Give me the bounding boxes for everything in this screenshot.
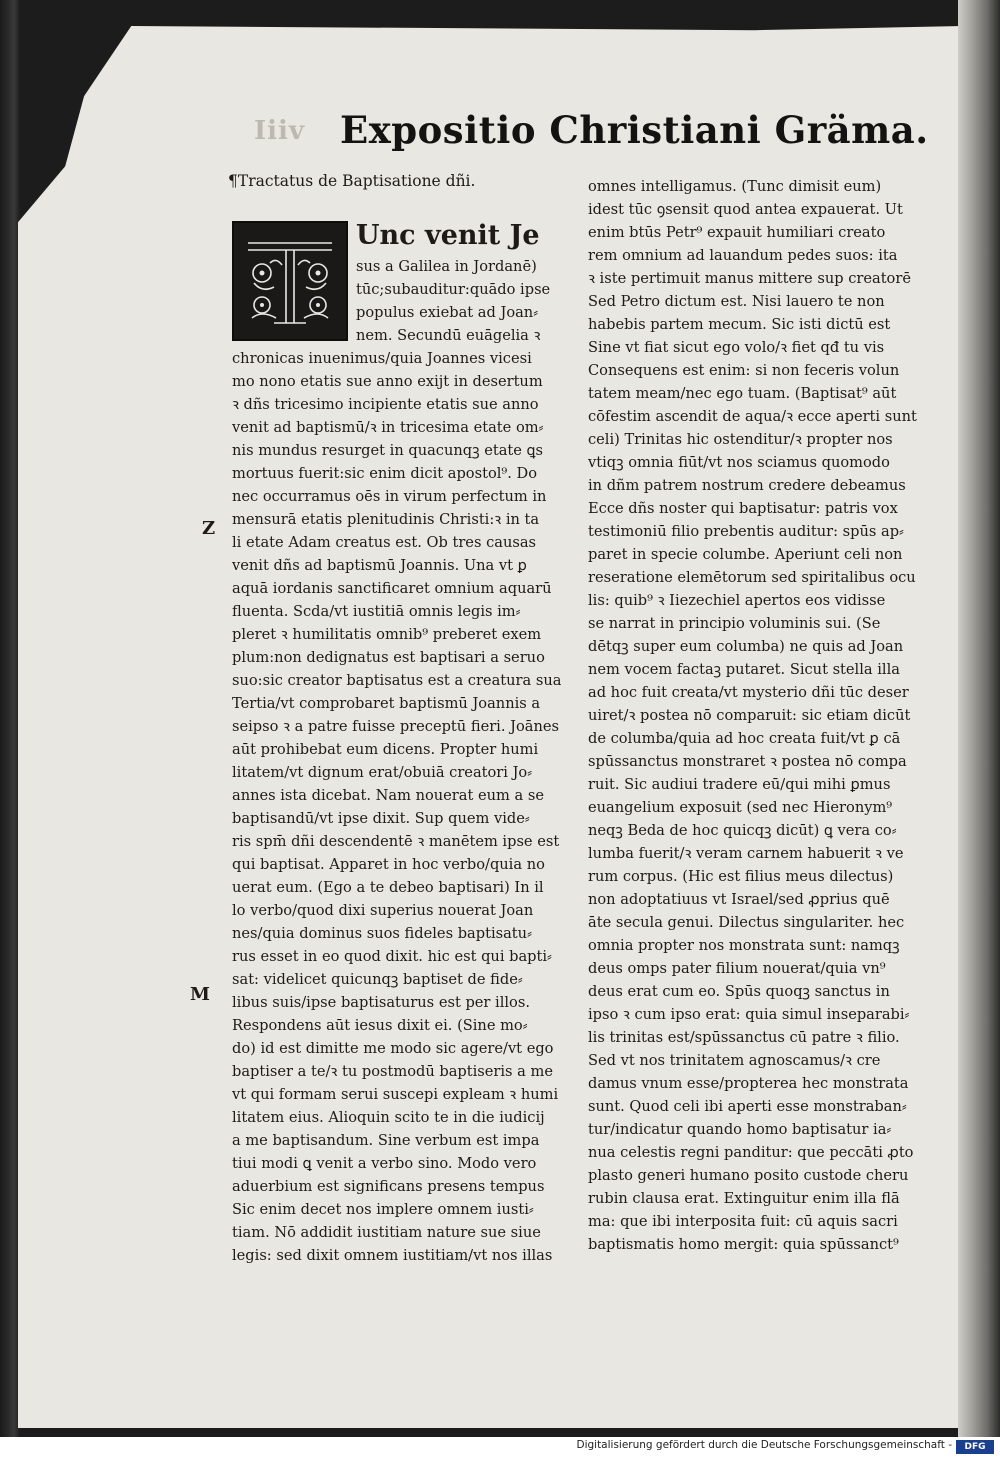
text-line: libus suis/ipse baptisaturus est per illos. [232, 994, 530, 1011]
text-line: suo:sic creator baptisatus est a creatura sua [232, 672, 562, 689]
text-line: lis: quib⁹ ꝛ Iiezechiel apertos eos vidisse [588, 592, 886, 609]
text-line: plum:non dedignatus est baptisari a seruo [232, 649, 545, 666]
text-line: deus omps pater filium nouerat/quia vn⁹ [588, 960, 886, 977]
text-line: neqꝫ Beda de hoc quicqꝫ dicūt) ꝗ vera co⸗ [588, 822, 897, 839]
text-line: uerat eum. (Ego a te debeo baptisari) In il [232, 879, 544, 896]
dfg-logo-icon[interactable]: DFG [956, 1440, 994, 1454]
text-line: ruit. Sic audiui tradere eū/qui mihi ꝑmus [588, 776, 891, 793]
text-line: damus vnum esse/propterea hec monstrata [588, 1075, 909, 1092]
text-line: celi) Trinitas hic ostenditur/ꝛ propter nos [588, 431, 893, 448]
text-line: tiui modi ꝗ venit a verbo sino. Modo vero [232, 1155, 537, 1172]
text-line: litatem/vt dignum erat/obuiā creatori Jo⸗ [232, 764, 533, 781]
text-line: ipso ꝛ cum ipso erat: quia simul inseparabi⸗ [588, 1006, 910, 1023]
text-line: tatem meam/nec ego tuam. (Baptisat⁹ aūt [588, 385, 897, 402]
text-line: venit ad baptismū/ꝛ in tricesima etate om⸗ [232, 419, 544, 436]
right-text-column [588, 175, 930, 1256]
text-line: populus exiebat ad Joan⸗ [356, 304, 539, 321]
text-line: uiret/ꝛ postea nō comparuit: sic etiam dicūt [588, 707, 911, 724]
text-line: reseratione elemētorum sed spiritalibus ocu [588, 569, 916, 586]
text-line: in dñm patrem nostrum credere debeamus [588, 477, 906, 494]
text-line: omnes intelligamus. (Tunc dimisit eum) [588, 178, 882, 195]
text-line: annes ista dicebat. Nam nouerat eum a se [232, 787, 544, 804]
text-line: nem. Secundū euāgelia ꝛ [356, 327, 541, 344]
text-line: chronicas inuenimus/quia Joannes vicesi [232, 350, 532, 367]
text-line: mo nono etatis sue anno exijt in desertum [232, 373, 543, 390]
text-line: plasto generi humano posito custode cheru [588, 1167, 909, 1184]
section-heading: ¶Tractatus de Baptisatione dñi. [228, 172, 476, 190]
text-line: enim btūs Petr⁹ expauit humiliari creato [588, 224, 886, 241]
text-line: euangelium exposuit (sed nec Hieronym⁹ [588, 799, 893, 816]
text-line: Ecce dñs noster qui baptisatur: patris vox [588, 500, 898, 517]
margin-mark: Z [202, 518, 216, 539]
text-line: ꝛ iste pertimuit manus mittere sup creatorē [588, 270, 911, 287]
text-line: qui baptisat. Apparet in hoc verbo/quia no [232, 856, 545, 873]
running-title: Expositio Christiani Gräma. [340, 108, 929, 152]
text-line: Respondens aūt iesus dixit ei. (Sine mo⸗ [232, 1017, 528, 1034]
text-line: rubin clausa erat. Extinguitur enim illa flā [588, 1190, 900, 1207]
text-line: ad hoc fuit creata/vt mysterio dñi tūc deser [588, 684, 909, 701]
text-line: rum corpus. (Hic est filius meus dilectus) [588, 868, 894, 885]
text-line: lis trinitas est/spūssanctus cū patre ꝛ filio. [588, 1029, 900, 1046]
digitization-footer [0, 1437, 1000, 1457]
text-line: Sed Petro dictum est. Nisi lauero te non [588, 293, 885, 310]
text-line: āte secula genui. Dilectus singulariter. hec [588, 914, 905, 931]
text-line: ꝛ dñs tricesimo incipiente etatis sue anno [232, 396, 539, 413]
text-line: Sed vt nos trinitatem agnoscamus/ꝛ cre [588, 1052, 881, 1069]
text-line: do) id est dimitte me modo sic agere/vt ego [232, 1040, 554, 1057]
text-line: nua celestis regni panditur: que peccāti ꝓto [588, 1144, 914, 1161]
text-line: tiam. Nō addidit iustitiam nature sue siue [232, 1224, 541, 1241]
text-line: dētqꝫ super eum columba) ne quis ad Joan [588, 638, 904, 655]
text-line: baptisandū/vt ipse dixit. Sup quem vide⸗ [232, 810, 530, 827]
text-line: omnia propter nos monstrata sunt: namqꝫ [588, 937, 900, 954]
text-line: non adoptatiuus vt Israel/sed ꝓprius quē [588, 891, 890, 908]
text-line: se narrat in principio voluminis sui. (Se [588, 615, 881, 632]
text-line: sat: videlicet quicunqꝫ baptiset de fide⸗ [232, 971, 523, 988]
text-line: fluenta. Scda/vt iustitiā omnis legis im⸗ [232, 603, 521, 620]
text-line: idest tūc ꝯsensit quod antea expauerat. Ut [588, 201, 903, 218]
text-line: de columba/quia ad hoc creata fuit/vt ꝑ cā [588, 730, 901, 747]
margin-mark: M [190, 984, 210, 1005]
text-line: rem omnium ad lauandum pedes suos: ita [588, 247, 898, 264]
text-line: nec occurramus oēs in virum perfectum in [232, 488, 547, 505]
bleed-through-text: Iiiv [254, 116, 306, 146]
text-line: Sine vt fiat sicut ego volo/ꝛ fiet qđ tu vis [588, 339, 885, 356]
text-line: Tertia/vt comprobaret baptismū Joannis a [232, 695, 541, 712]
text-line: baptiser a te/ꝛ tu postmodū baptiseris a me [232, 1063, 553, 1080]
text-line: cōfestim ascendit de aqua/ꝛ ecce aperti sunt [588, 408, 917, 425]
text-line: sunt. Quod celi ibi aperti esse monstraban⸗ [588, 1098, 907, 1115]
text-line: aduerbium est significans presens tempus [232, 1178, 545, 1195]
text-line: sus a Galilea in Jordanē) [356, 258, 537, 275]
text-line: Consequens est enim: si non feceris volun [588, 362, 900, 379]
text-line: ris spm̄ dñi descendentē ꝛ manētem ipse est [232, 833, 560, 850]
opening-line: Unc venit Je [356, 220, 540, 251]
text-line: vtiqꝫ omnia fiūt/vt nos sciamus quomodo [588, 454, 890, 471]
text-line: a me baptisandum. Sine verbum est impa [232, 1132, 540, 1149]
text-line: habebis partem mecum. Sic isti dictū est [588, 316, 891, 333]
text-line: legis: sed dixit omnem iustitiam/vt nos illas [232, 1247, 553, 1264]
text-line: Sic enim decet nos implere omnem iusti⸗ [232, 1201, 534, 1218]
funding-credit: Digitalisierung gefördert durch die Deutsche Forschungsgemeinschaft - [576, 1439, 952, 1451]
text-line: mensurā etatis plenitudinis Christi:ꝛ in ta [232, 511, 540, 528]
text-line: pleret ꝛ humilitatis omnib⁹ preberet exem [232, 626, 542, 643]
text-line: baptismatis homo mergit: quia spūssanct⁹ [588, 1236, 899, 1253]
left-text-column [232, 219, 568, 1267]
text-line: lo verbo/quod dixi superius nouerat Joan [232, 902, 534, 919]
text-line: testimoniū filio prebentis auditur: spūs ap⸗ [588, 523, 904, 540]
text-line: paret in specie columbe. Aperiunt celi non [588, 546, 903, 563]
text-line: mortuus fuerit:sic enim dicit apostol⁹. Do [232, 465, 538, 482]
text-line: nis mundus resurget in quacunqꝫ etate ꝗs [232, 442, 544, 459]
text-line: nes/quia dominus suos fideles baptisatu⸗ [232, 925, 532, 942]
text-line: li etate Adam creatus est. Ob tres causas [232, 534, 537, 551]
text-line: deus erat cum eo. Spūs quoqꝫ sanctus in [588, 983, 890, 1000]
text-line: ma: que ibi interposita fuit: cū aquis sacri [588, 1213, 898, 1230]
text-line: tur/indicatur quando homo baptisatur ia⸗ [588, 1121, 892, 1138]
text-line: litatem eius. Alioquin scito te in die iudicij [232, 1109, 545, 1126]
text-line: rus esset in eo quod dixit. hic est qui bapti⸗ [232, 948, 552, 965]
text-line: aūt prohibebat eum dicens. Propter humi [232, 741, 539, 758]
text-line: tūc;subauditur:quādo ipse [356, 281, 551, 298]
text-line: venit dñs ad baptismū Joannis. Una vt ꝑ [232, 557, 527, 574]
text-line: vt qui formam serui suscepi expleam ꝛ humi [232, 1086, 559, 1103]
text-line: seipso ꝛ a patre fuisse preceptū fieri. Joānes [232, 718, 559, 735]
text-line: spūssanctus monstraret ꝛ postea nō compa [588, 753, 907, 770]
text-line: aquā iordanis sanctificaret omnium aquarū [232, 580, 552, 597]
book-spine-edge [958, 0, 1000, 1437]
text-line: nem vocem factaꝫ putaret. Sicut stella illa [588, 661, 900, 678]
text-line: lumba fuerit/ꝛ veram carnem habuerit ꝛ ve [588, 845, 904, 862]
